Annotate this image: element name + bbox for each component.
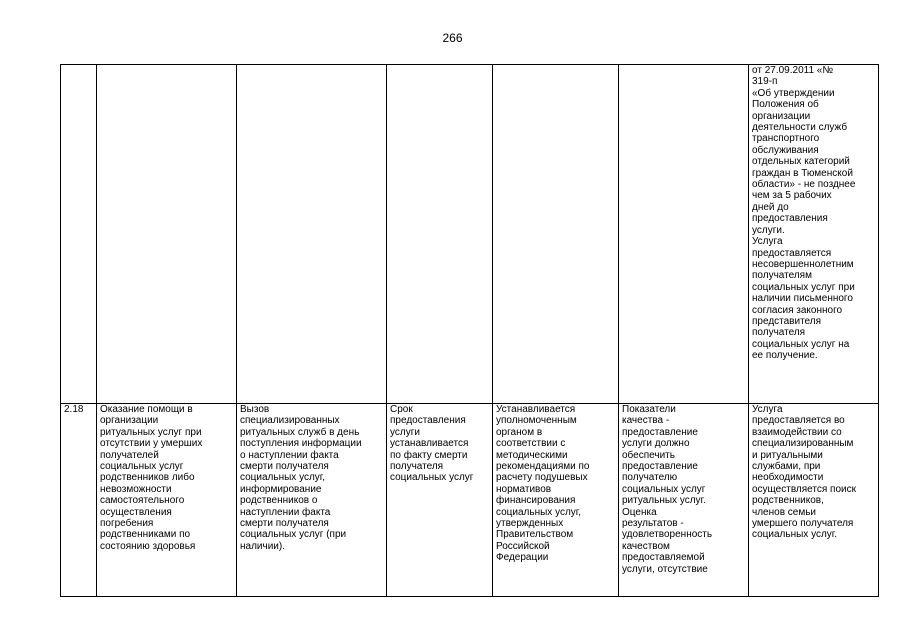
services-table — [60, 64, 879, 597]
cell-funding — [493, 65, 619, 404]
table-row-continued — [61, 65, 879, 404]
table-row-2-18 — [61, 404, 879, 597]
cell-service — [97, 65, 237, 404]
row-number: 2.18 — [64, 404, 84, 415]
cell-term — [387, 404, 493, 597]
cell-description — [237, 65, 387, 404]
service-quality: Показатели качества - предоставление услуги должно обеспечить предоставление получателю социальных услуг ритуальных услуг. Оценка результатов - удовлетворенность качеством предоставляемой услуги, отсутствие — [622, 404, 713, 575]
cell-funding — [493, 404, 619, 597]
cell-conditions — [749, 65, 879, 404]
cell-conditions — [749, 404, 879, 597]
page-number: 266 — [442, 31, 463, 45]
cell-quality — [619, 65, 749, 404]
cell-term — [387, 65, 493, 404]
service-funding: Устанавливается уполномоченным органом в соответствии с методическими рекомендациями по расчету подушевых нормативов финансирования социальных услуг, утвержденных Правительством Российской Федерации — [496, 404, 590, 564]
service-description: Вызов специализированных ритуальных служб в день поступления информации о наступлении факта смерти получателя социальных услуг, информирование родственников о наступлении факта смерти получателя социальных услуг (при наличии). — [240, 404, 362, 552]
cell-number — [61, 404, 97, 597]
cell-number — [61, 65, 97, 404]
service-conditions: Услуга предоставляется во взаимодействии со специализированным и ритуальными службами, при необходимости осуществляется поиск родственников, членов семьи умершего получателя социальных услуг. — [752, 404, 856, 541]
service-name: Оказание помощи в организации ритуальных услуг при отсутствии у умерших получателей социальных услуг родственников либо невозможности самостоятельного осуществления погребения родственниками по состоянию здоровья — [100, 404, 203, 552]
service-term: Срок предоставления услуги устанавливается по факту смерти получателя социальных услуг — [390, 404, 474, 484]
cell-description — [237, 404, 387, 597]
conditions-text: от 27.09.2011 «№ 319-п «Об утверждении Положения об организации деятельности служб транспортного обслуживания отдельных категорий граждан в Тюменской области» - не позднее чем за 5 рабочих дней до предоставления услуги. Услуга предоставляется несовершеннолетним получателям социальных услуг при наличии письменного согласия законного представителя получателя социальных услуг на ее получение. — [752, 65, 856, 362]
cell-quality — [619, 404, 749, 597]
cell-service — [97, 404, 237, 597]
